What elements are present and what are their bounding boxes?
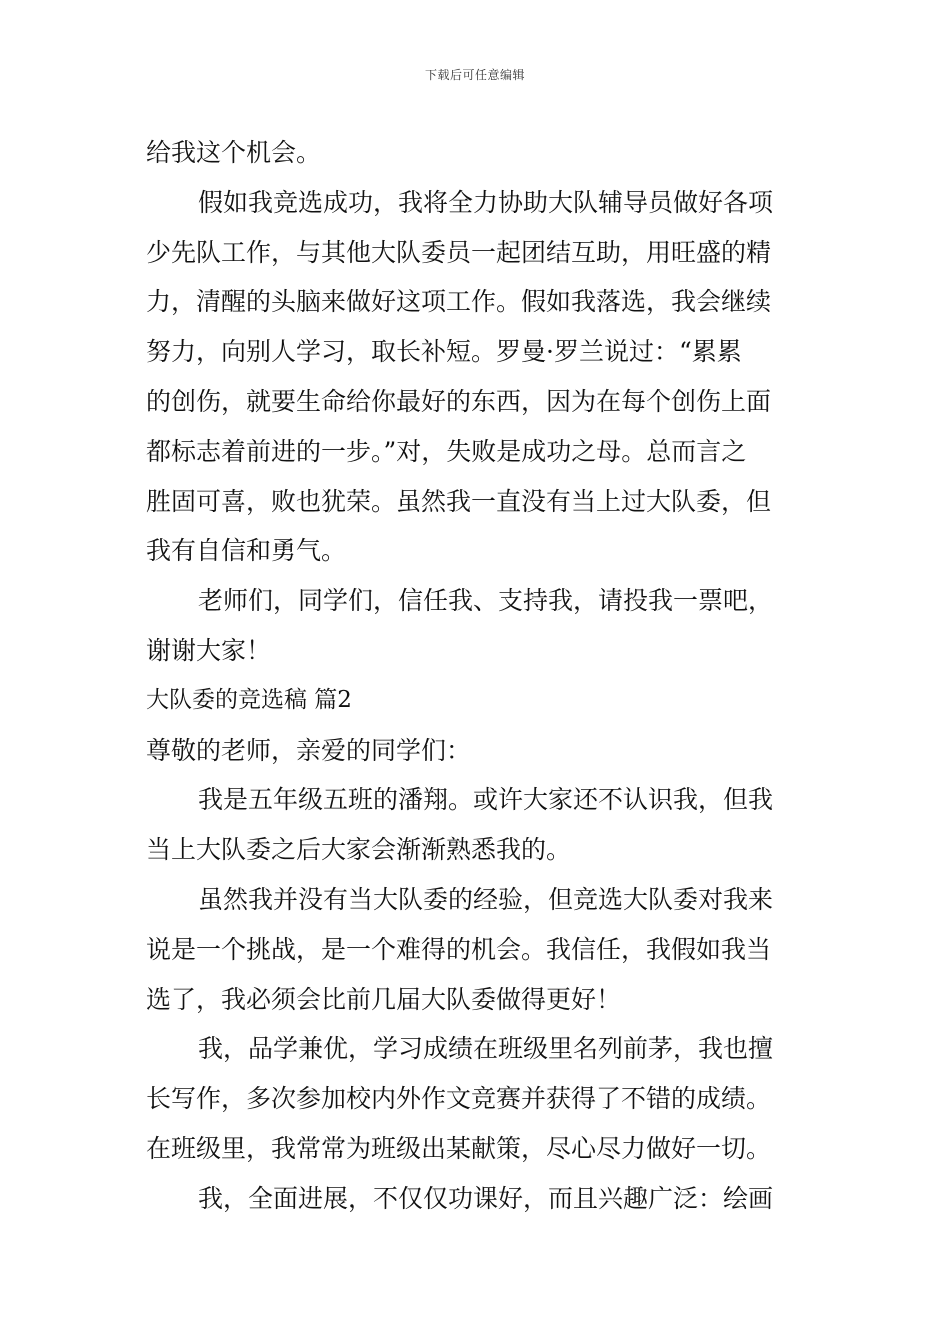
text-line: 我是五年级五班的潘翔。或许大家还不认识我，但我 xyxy=(198,785,774,815)
text-line: 都标志着前进的一步。”对，失败是成功之母。总而言之 xyxy=(146,436,747,466)
text-line: 谢谢大家！ xyxy=(146,635,272,665)
document-body xyxy=(146,128,812,1224)
text-line: 我，品学兼优，学习成绩在班级里名列前茅，我也擅 xyxy=(198,1034,774,1064)
text-line: 老师们，同学们，信任我、支持我，请投我一票吧， xyxy=(198,586,774,616)
text-line: 假如我竞选成功，我将全力协助大队辅导员做好各项 xyxy=(198,187,774,217)
page-header: 下载后可任意编辑 xyxy=(424,68,525,82)
text-line: 尊敬的老师，亲爱的同学们： xyxy=(146,735,472,765)
text-line: 当上大队委之后大家会渐渐熟悉我的。 xyxy=(146,835,572,865)
text-line: 力，清醒的头脑来做好这项工作。假如我落选，我会继续 xyxy=(146,287,772,317)
text-line: 说是一个挑战，是一个难得的机会。我信任，我假如我当 xyxy=(146,934,772,964)
text-line: 给我这个机会。 xyxy=(146,138,322,167)
text-line: 胜固可喜，败也犹荣。虽然我一直没有当上过大队委，但 xyxy=(146,486,772,516)
text-line: 努力，向别人学习，取长补短。罗曼·罗兰说过：“累累 xyxy=(146,337,742,367)
text-line: 我有自信和勇气。 xyxy=(146,536,347,566)
text-line: 选了，我必须会比前几届大队委做得更好！ xyxy=(146,984,622,1014)
text-line: 我，全面进展，不仅仅功课好，而且兴趣广泛：绘画 xyxy=(198,1183,774,1213)
text-line: 虽然我并没有当大队委的经验，但竞选大队委对我来 xyxy=(198,884,774,914)
text-line: 在班级里，我常常为班级出某献策，尽心尽力做好一切。 xyxy=(146,1133,772,1163)
text-line: 少先队工作，与其他大队委员一起团结互助，用旺盛的精 xyxy=(146,237,772,267)
text-line: 长写作，多次参加校内外作文竞赛并获得了不错的成绩。 xyxy=(146,1084,772,1114)
text-line: 的创伤，就要生命给你最好的东西，因为在每个创伤上面 xyxy=(146,386,772,416)
section-heading: 大队委的竞选稿 篇2 xyxy=(146,686,352,713)
